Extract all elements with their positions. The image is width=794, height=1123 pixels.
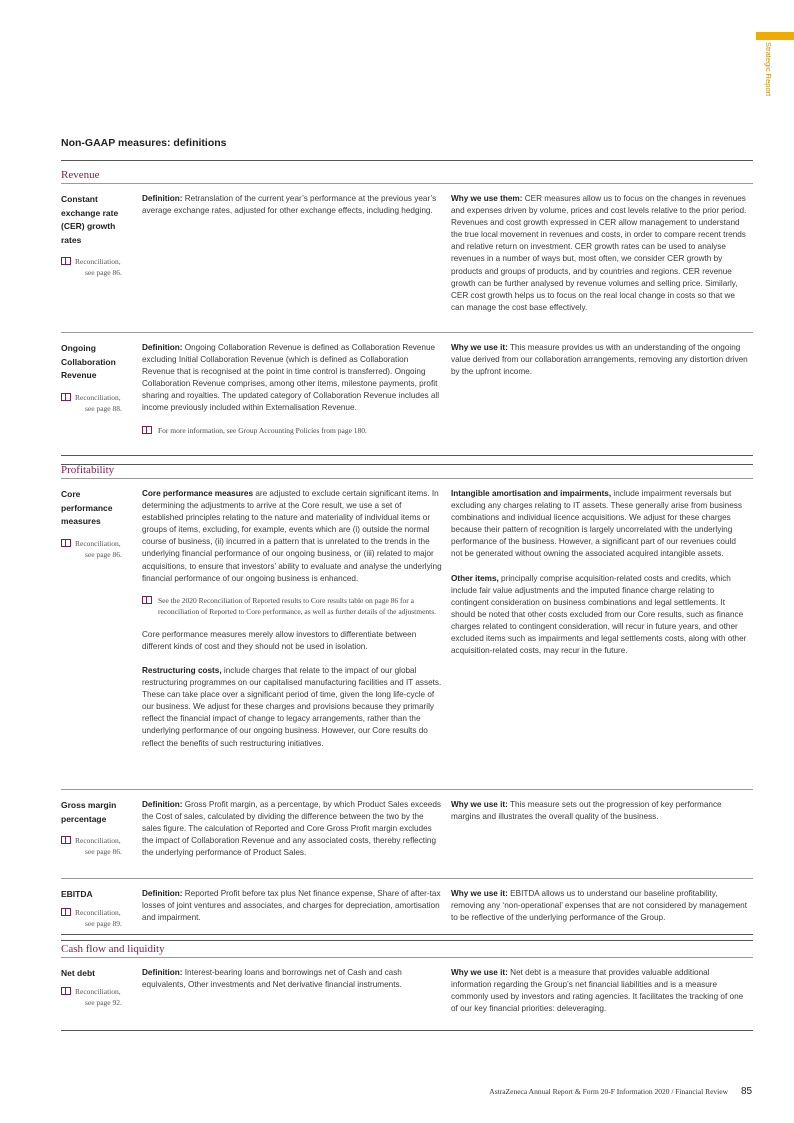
definition-row-gross-margin	[61, 790, 753, 879]
page-footer	[0, 1086, 794, 1098]
footer-text: AstraZeneca Annual Report & Form 20-F Information 2020 / Financial Review	[489, 1087, 728, 1096]
section-tab-marker	[756, 32, 794, 40]
term-name: Core performance measures	[61, 489, 113, 526]
book-icon	[142, 596, 152, 604]
section-title: Profitability	[61, 455, 753, 479]
side-label: Strategic Report	[764, 42, 773, 97]
term	[61, 193, 139, 332]
term	[61, 967, 139, 1030]
book-icon	[61, 393, 71, 401]
definition-text: Definition: Gross Profit margin, as a percentage, by which Product Sales exceeds the Cost of sales, calculated by dividing the difference between the two by the sales figure. The calculation of Reported and Core Gross Profit margin excludes the impact of Collaboration Revenue and any associated costs, thereby reflecting the underlying performance of Product Sales.	[142, 800, 441, 858]
section-revenue	[61, 160, 753, 465]
definition-row-ongoing-collaboration	[61, 333, 753, 465]
reconciliation-note[interactable]: See the 2020 Reconciliation of Reported results to Core results table on page 86 for a reconciliation of Reported to Core performance, as well as further details of the adjustments.	[142, 595, 442, 617]
definition-text: Definition: Ongoing Collaboration Revenue is defined as Collaboration Revenue excluding Initial Collaboration Revenue (which is defined as Collaboration Revenue that is recognised at the point in time control is transferred). Ongoing Collaboration Revenue comprises, among other items, milestone payments, profit sharing and royalties. The updated category of Collaboration Revenue includes all income previously included within Externalisation Revenue. For more information, see Group Accounting Policies from page 180.	[142, 342, 442, 464]
term	[61, 342, 139, 464]
term	[61, 488, 139, 789]
why-we-use-text: Why we use it: This measure provides us with an understanding of the ongoing value derived from our collaboration arrangements, removing any distortion driven by the upfront income.	[451, 343, 748, 377]
more-information-link[interactable]: For more information, see Group Accounting Policies from page 180.	[142, 425, 442, 436]
book-icon	[61, 987, 71, 995]
reconciliation-link[interactable]: Reconciliation, see page 86.	[61, 835, 139, 857]
book-icon	[61, 257, 71, 265]
why-we-use-text: Why we use it: EBITDA allows us to understand our baseline profitability, removing any ‘non-operational’ expenses that are not considered by management to be reflective of the underlying performance of the Group.	[451, 889, 747, 923]
reconciliation-link[interactable]: Reconciliation, see page 86.	[61, 538, 139, 560]
page-title: Non-GAAP measures: definitions	[61, 137, 227, 149]
definition-row-core	[61, 479, 753, 790]
why-we-use-text: Why we use it: This measure sets out the progression of key performance margins and illustrates the overall quality of the business.	[451, 800, 722, 822]
term-name: Gross margin percentage	[61, 800, 117, 824]
definition-text: Definition: Interest-bearing loans and borrowings net of Cash and cash equivalents, Other investments and Net derivative financial instruments.	[142, 968, 402, 990]
book-icon	[142, 426, 152, 434]
reconciliation-link[interactable]: Reconciliation, see page 92.	[61, 986, 139, 1008]
why-we-use-text: Why we use it: Net debt is a measure that provides valuable additional information regarding the Group’s net financial liabilities and is a measure commonly used by investors and rating agencies. It facilitates the tracking of one of our key financial priorities: deleveraging.	[451, 968, 744, 1014]
term-name: Ongoing Collaboration Revenue	[61, 343, 116, 380]
book-icon	[61, 908, 71, 916]
term-name: Net debt	[61, 968, 95, 978]
definition-text: Definition: Reported Profit before tax plus Net finance expense, Share of after-tax losses of joint ventures and associates, and charges for depreciation, amortisation and impairment.	[142, 889, 441, 923]
term-name: EBITDA	[61, 889, 93, 899]
adjustment-categories-text: Intangible amortisation and impairments, include impairment reversals but excluding any charges relating to IT assets. These generally arise from business combinations and individual licence acquisitions. We adjust for these charges because their pattern of recognition is largely uncorrelated with the underlying performance of the business. However, a significant part of our revenues could not be generated without owning the associated acquired intangible assets. Other items, principally comprise acquisition-related costs and credits, which include fair value adjustments and the imputed finance charge relating to contingent consideration on business combinations and legal settlements. It should be noted that other costs excluded from our Core results, such as finance charges related to contingent consideration, will recur in future years, and other excluded items such as impairments and legal settlements costs, along with other acquisition-related costs, may recur in the future.	[451, 489, 747, 656]
definition-row-cer	[61, 184, 753, 333]
term	[61, 799, 139, 878]
section-title: Cash flow and liquidity	[61, 934, 753, 958]
term	[61, 888, 139, 940]
page-number: 85	[741, 1086, 753, 1097]
book-icon	[61, 836, 71, 844]
definition-text: Core performance measures are adjusted to exclude certain significant items. In determining the adjustments to arrive at the Core result, we use a set of established principles relating to the nature and materiality of individual items or groups of items, excluding, for example, events which are (i) outside the normal course of business, (ii) incurred in a pattern that is unrelated to the trends in the underlying financial performance of our ongoing business, or (iii) related to major acquisitions, to ensure that investors’ ability to evaluate and analyse the underlying financial performance of our ongoing business is enhanced. See the 2020 Reconciliation of Reported results to Core results table on page 86 for a reconciliation of Reported to Core performance, as well as further details of the adjustments. Core performance measures merely allow investors to differentiate between different kinds of cost and they should not be used in isolation. Restructuring costs, include charges that relate to the impact of our global restructuring programmes on our capitalised manufacturing facilities and IT assets. These can take place over a significant period of time, given the long life-cycle of our business. We adjust for these charges and provisions because they primarily reflect the financial impact of change to legacy arrangements, rather than the underlying performance of our ongoing business. However, our Core results do reflect the benefits of such restructuring initiatives.	[142, 489, 442, 748]
book-icon	[61, 539, 71, 547]
section-cash-flow	[61, 934, 753, 1031]
definition-row-net-debt	[61, 958, 753, 1031]
reconciliation-link[interactable]: Reconciliation, see page 88.	[61, 392, 139, 414]
definition-text: Definition: Retranslation of the current year’s performance at the previous year’s average exchange rates, adjusted for other exchange effects, including hedging.	[142, 194, 437, 216]
section-profitability	[61, 455, 753, 941]
reconciliation-link[interactable]: Reconciliation, see page 89.	[61, 907, 139, 929]
section-title: Revenue	[61, 160, 753, 184]
reconciliation-link[interactable]: Reconciliation, see page 86.	[61, 256, 139, 278]
term-name: Constant exchange rate (CER) growth rates	[61, 194, 119, 245]
definition-row-ebitda	[61, 879, 753, 941]
why-we-use-text: Why we use them: CER measures allow us to focus on the changes in revenues and expenses driven by volume, prices and cost levels relative to the prior period. Revenues and cost growth expressed in CER allow management to understand the true local movement in revenues and costs, in order to compare recent trends and relative return on investment. CER growth rates can be used to analyse revenues in a number of ways but, most often, we consider CER growth by products and groups of products, and by countries and regions. CER revenue growth can be further analysed by revenue volumes and selling price. Similarly, CER cost growth helps us to focus on the real local change in costs so that we can manage the cost base effectively.	[451, 194, 747, 312]
